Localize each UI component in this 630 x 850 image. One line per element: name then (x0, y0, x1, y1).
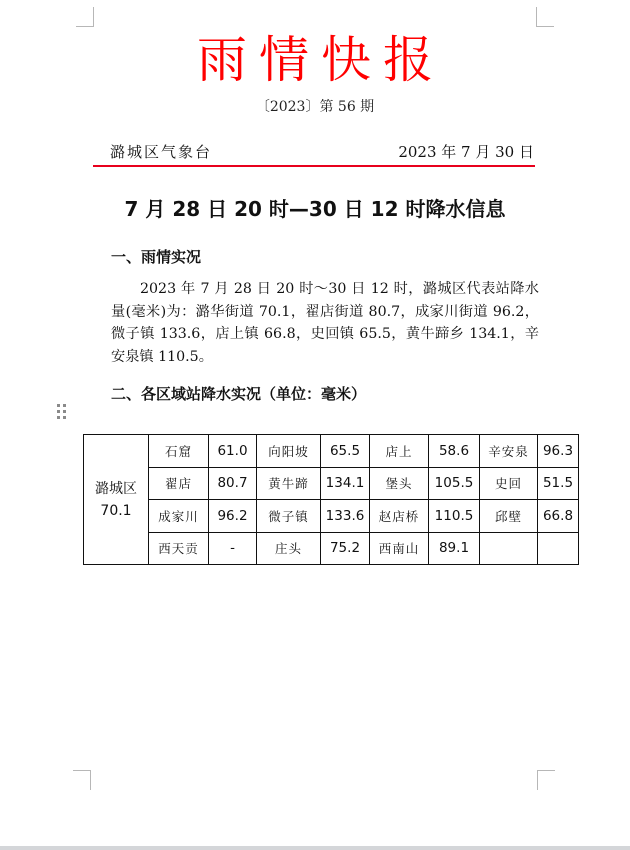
margin-corner-mark-top-right (536, 7, 554, 27)
station-name: 西南山 (370, 532, 429, 565)
station-value: 65.5 (321, 435, 370, 468)
margin-corner-mark-bottom-right (537, 770, 555, 790)
section-heading-rain-situation: 一、雨情实况 (111, 248, 202, 266)
rainfall-table (83, 434, 579, 565)
station-name: 石窟 (149, 435, 209, 468)
document-headline: 7 月 28 日 20 时—30 日 12 时降水信息 (124, 197, 506, 221)
station-value: 89.1 (429, 532, 480, 565)
station-value: 80.7 (209, 467, 257, 500)
station-name: 成家川 (149, 500, 209, 533)
district-cell (84, 435, 149, 565)
page-bottom-edge (0, 846, 630, 850)
station-name: 店上 (370, 435, 429, 468)
empty-cell (538, 532, 579, 565)
issuing-org: 潞城区气象台 (110, 143, 213, 161)
station-value: - (209, 532, 257, 565)
station-name: 微子镇 (257, 500, 321, 533)
table-row (84, 500, 579, 533)
station-name: 向阳坡 (257, 435, 321, 468)
station-value: 61.0 (209, 435, 257, 468)
station-value: 58.6 (429, 435, 480, 468)
district-name: 潞城区 (95, 480, 137, 497)
table-move-handle-icon[interactable] (57, 404, 67, 420)
station-name: 赵店桥 (370, 500, 429, 533)
issue-date: 2023 年 7 月 30 日 (398, 143, 534, 161)
station-value: 96.2 (209, 500, 257, 533)
station-value: 96.3 (538, 435, 579, 468)
station-name: 史回 (480, 467, 538, 500)
station-value: 51.5 (538, 467, 579, 500)
station-value: 66.8 (538, 500, 579, 533)
section-heading-station-rainfall: 二、各区域站降水实况（单位：毫米） (111, 385, 367, 403)
rain-summary-paragraph: 2023 年 7 月 28 日 20 时～30 日 12 时，潞城区代表站降水量(毫米)为：潞华街道 70.1，翟店街道 80.7，成家川街道 96.2，微子镇 133.6，店上镇 66.8，史回镇 65.5，黄牛蹄乡 134.1，辛安泉镇 110.5。 (111, 281, 539, 365)
station-value: 75.2 (321, 532, 370, 565)
table-row (84, 467, 579, 500)
masthead-title: 雨情快报 (197, 31, 445, 89)
station-name: 西天贡 (149, 532, 209, 565)
table-row (84, 532, 579, 565)
station-name: 庄头 (257, 532, 321, 565)
station-value: 134.1 (321, 467, 370, 500)
station-value: 110.5 (429, 500, 480, 533)
table-row (84, 435, 579, 468)
empty-cell (480, 532, 538, 565)
district-value: 70.1 (100, 502, 132, 519)
station-name: 黄牛蹄 (257, 467, 321, 500)
issue-number: 〔2023〕第 56 期 (255, 99, 375, 115)
station-value: 105.5 (429, 467, 480, 500)
station-name: 堡头 (370, 467, 429, 500)
station-name: 辛安泉 (480, 435, 538, 468)
red-divider (93, 165, 535, 167)
margin-corner-mark-bottom-left (73, 770, 91, 790)
station-name: 邱壁 (480, 500, 538, 533)
margin-corner-mark-top-left (76, 7, 94, 27)
station-value: 133.6 (321, 500, 370, 533)
station-name: 翟店 (149, 467, 209, 500)
